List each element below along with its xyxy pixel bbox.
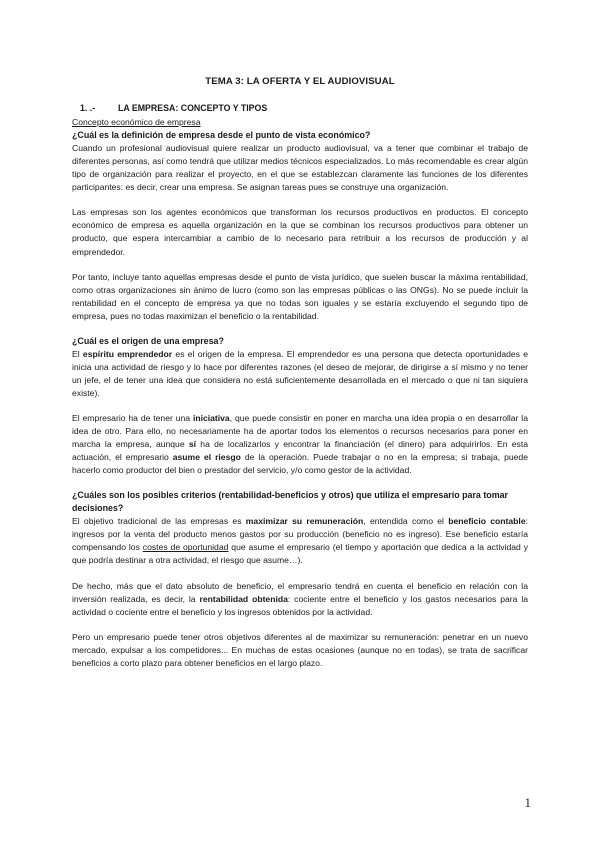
p6-text-a: El objetivo tradicional de las empresas es (72, 516, 246, 527)
section-heading (80, 102, 528, 115)
paragraph-6 (72, 515, 528, 567)
p4-bold-spirit: espíritu emprendedor (82, 348, 173, 359)
p7-text-c: : cociente entre el beneficio y los gastos necesarios para la actividad o cociente entre el beneficio y los ingresos obtenidos por la actividad. (72, 593, 529, 617)
subheading: Concepto económico de empresa (72, 117, 201, 128)
paragraph-1: Cuando un profesional audiovisual quiere realizar un producto audiovisual, va a tener que combinar el trabajo de diferentes personas, así como tendrá que utilizar medios técnicos especializados. Lo más recomendable es crear algún tipo de organización para realizar el proyecto, en el que se establezcan claramente las funciones de los diferentes participantes: es decir, crear una empresa. Se asignan tareas pues se construye una organización. (72, 143, 528, 193)
question-criteria: ¿Cuáles son los posibles criterios (rentabilidad-beneficios y otros) que utiliza el empresario para tomar decisiones? (72, 490, 508, 514)
p4-text-c: es el origen de la empresa. El emprendedor es una persona que detecta oportunidades e inicia una actividad de riesgo y lo hace por diferentes razones (el deseo de mejorar, de dirigirse a sí mismo y no tener un jefe, el de tener una idea que considera no está suficientemente desarrollada en el mercado o que ni tan siquiera existe). (72, 348, 529, 398)
page-content (72, 75, 528, 682)
p7-text-a: De hecho, más que el dato absoluto de beneficio, el empresario tendrá en cuenta el beneficio en relación con la inversión realizada, es decir, la (72, 580, 528, 604)
p6-text-c: , entendida como el (363, 516, 449, 527)
p6-bold-accounting-profit: beneficio contable (448, 516, 526, 527)
paragraph-8: Pero un empresario puede tener otros objetivos diferentes al de maximizar su remuneración: penetrar en un nuevo mercado, expulsar a los competidores... En muchas de estas ocasiones (aunque no en todas), se trata de sacrificar beneficios a corto plazo para obtener beneficios en el largo plazo. (72, 631, 528, 668)
p5-text-e: de la operación. Puede trabajar o no en la empresa; si trabaja, puede hacerlo como productor del bien o prestador del servicio, y/o como gestor de la actividad. (72, 452, 528, 476)
paragraph-4 (72, 348, 528, 400)
p6-underline-opportunity-cost: costes de oportunidad (142, 542, 229, 553)
p4-text-a: El (72, 348, 83, 359)
p7-bold-profitability: rentabilidad obtenida (199, 593, 288, 604)
p5-bold-risk: asume el riesgo (172, 452, 241, 463)
p6-text-d: : ingresos por la venta del producto menos gastos por su producción (beneficio no es ingreso). Ese beneficio estaría compensando los (72, 516, 528, 553)
p6-text-e: que asume el empresario (el tiempo y aportación que dedica a la actividad y que podría destinar a otra actividad, el riesgo que asume…). (72, 542, 529, 566)
paragraph-7 (72, 580, 528, 619)
question-origin: ¿Cuál es el origen de una empresa? (72, 335, 224, 346)
page-number: 1 (524, 795, 531, 810)
section-number: 1. .- (80, 103, 96, 114)
section-title: LA EMPRESA: CONCEPTO Y TIPOS (118, 103, 268, 114)
document-title: TEMA 3: LA OFERTA Y EL AUDIOVISUAL (205, 76, 395, 87)
p5-text-c: , que puede consistir en poner en marcha una idea propia o en desarrollar la idea de otro. Para ello, no necesariamente ha de aportar todos los elementos o recursos necesarios para poner en marcha la empresa, aunque (72, 412, 528, 450)
p5-bold-initiative: iniciativa (192, 412, 230, 423)
paragraph-3: Por tanto, incluye tanto aquellas empresas desde el punto de vista jurídico, que suelen buscar la máxima rentabilidad, como otras organizaciones sin ánimo de lucro (como son las empresas públicas o las ONGs). No se puede incluir la rentabilidad en el concepto de empresa ya que no todas son iguales y se estaría excluyendo el segundo tipo de empresa, pues no todas maximizan el beneficio o la rentabilidad. (72, 271, 528, 321)
p6-bold-maximize: maximizar su remuneración (245, 516, 364, 527)
question-definition: ¿Cuál es la definición de empresa desde el punto de vista económico? (72, 130, 371, 141)
paragraph-5 (72, 412, 528, 477)
paragraph-2: Las empresas son los agentes económicos que transforman los recursos productivos en productos. El concepto económico de empresa es aquella organización en la que se combinan los recursos productivos para obtener un producto, que espera intercambiar a cambio de lo necesario para retribuir a los recursos de producción y al emprendedor. (72, 207, 528, 257)
p5-bold-si: sí (188, 439, 197, 450)
p5-text-d: ha de localizarlos y encontrar la financiación (el dinero) para adquirirlos. En esta actuación, el empresario (72, 439, 528, 463)
p5-text-a: El empresario ha de tener una (72, 412, 193, 423)
